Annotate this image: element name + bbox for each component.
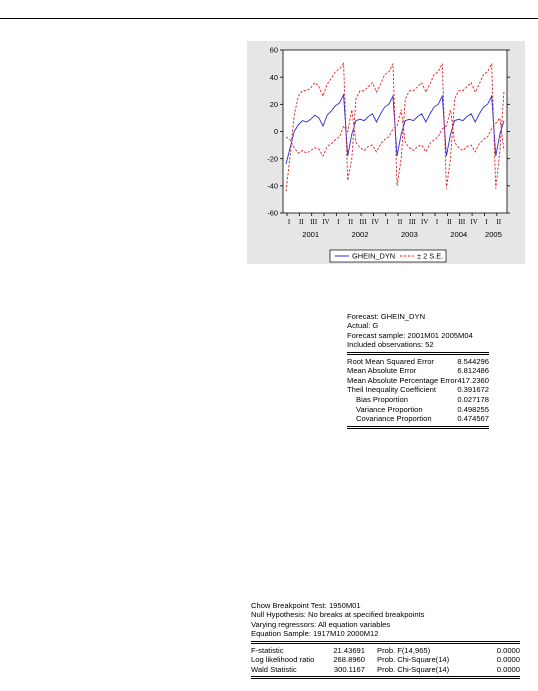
x-period-label: IV — [470, 218, 478, 226]
table-row — [347, 414, 489, 424]
forecast-header-line: Actual: G — [347, 321, 379, 331]
forecast-header-line: Forecast: GHEIN_DYN — [347, 312, 426, 321]
x-period-label: III — [310, 218, 318, 226]
table-row — [347, 376, 489, 386]
x-period-label: III — [408, 218, 416, 226]
stat-value: 0.027178 — [457, 394, 489, 404]
stat-label: Wald Statistic — [251, 664, 297, 674]
stat-value: 0.391672 — [457, 385, 489, 395]
x-year-label: 2005 — [484, 230, 502, 239]
y-tick-label: -60 — [267, 208, 278, 218]
x-period-label: I — [386, 218, 389, 226]
stat-value: 417.2360 — [457, 375, 489, 385]
prob-value: 0.0000 — [496, 645, 520, 655]
stat-value: 0.474567 — [457, 414, 489, 424]
table-row — [347, 357, 489, 367]
chow-test-output — [251, 601, 520, 681]
stat-label: Theil Inequality Coefficient — [347, 385, 436, 395]
forecast-header — [347, 312, 489, 350]
chow-header-line: Null Hypothesis: No breaks at specified breakpoints — [251, 610, 425, 620]
x-year-label: 2001 — [302, 230, 320, 239]
forecast-chart — [247, 41, 525, 264]
prob-label: Prob. F(14,965) — [377, 645, 431, 655]
table-row — [347, 385, 489, 395]
legend-label: GHEIN_DYN — [352, 251, 396, 261]
table-row — [347, 405, 489, 415]
y-tick-label: 20 — [269, 99, 278, 109]
chow-stats-table — [251, 646, 520, 675]
prob-label: Prob. Chi-Square(14) — [377, 655, 450, 665]
stat-value: 8.544296 — [457, 356, 489, 366]
legend-label: ± 2 S.E. — [417, 251, 444, 261]
x-period-label: III — [359, 218, 367, 226]
table-row — [251, 655, 520, 665]
stat-label: Mean Absolute Error — [347, 366, 417, 376]
x-year-label: 2003 — [400, 230, 418, 239]
x-period-label: IV — [322, 218, 330, 226]
stat-value: 300.1167 — [333, 664, 365, 674]
forecast-evaluation-output — [347, 312, 489, 431]
chow-header-line: Chow Breakpoint Test: 1950M01 — [251, 601, 361, 610]
forecast-stats-table — [347, 357, 489, 424]
x-period-label: I — [435, 218, 439, 226]
x-period-label: II — [348, 218, 354, 226]
forecast-header-line: Included observations: 52 — [347, 340, 434, 350]
page-header-rule — [0, 18, 538, 19]
stat-label: Mean Absolute Percentage Error — [347, 375, 458, 385]
y-tick-label: 60 — [269, 45, 278, 55]
table-top-rule — [347, 352, 489, 355]
stat-value: 268.8960 — [333, 655, 365, 665]
x-year-label: 2004 — [450, 230, 468, 239]
table-bottom-rule — [347, 426, 489, 429]
prob-value: 0.0000 — [496, 655, 520, 665]
prob-label: Prob. Chi-Square(14) — [377, 664, 450, 674]
y-tick-label: -40 — [267, 181, 278, 191]
x-period-label: IV — [371, 218, 380, 226]
chow-header-line: Varying regressors: All equation variables — [251, 619, 391, 629]
stat-label: Covariance Proportion — [356, 414, 432, 424]
x-period-label: II — [447, 218, 452, 226]
x-period-label: I — [287, 218, 291, 226]
stat-value: 0.498255 — [457, 404, 489, 414]
x-period-label: II — [299, 218, 304, 226]
y-tick-label: 0 — [273, 127, 278, 137]
table-row — [347, 366, 489, 376]
table-row — [347, 395, 489, 405]
x-year-label: 2002 — [351, 230, 369, 239]
table-bottom-rule — [251, 676, 520, 679]
x-period-label: I — [485, 218, 488, 226]
x-period-label: II — [397, 218, 403, 226]
prob-value: 0.0000 — [496, 664, 520, 674]
table-top-rule — [251, 641, 520, 644]
x-period-label: IV — [421, 218, 429, 226]
stat-label: Bias Proportion — [356, 394, 408, 404]
table-row — [251, 646, 520, 656]
forecast-header-line: Forecast sample: 2001M01 2005M04 — [347, 330, 473, 340]
stat-label: F-statistic — [251, 645, 284, 655]
chow-header-line: Equation Sample: 1917M10 2000M12 — [251, 629, 379, 639]
y-tick-label: -20 — [267, 154, 278, 164]
x-period-label: I — [337, 218, 340, 226]
x-period-label: II — [496, 218, 502, 226]
stat-value: 21.43691 — [333, 645, 365, 655]
table-row — [251, 665, 520, 675]
stat-label: Root Mean Squared Error — [347, 356, 434, 366]
x-period-label: III — [458, 218, 466, 226]
forecast-chart-panel — [247, 41, 525, 264]
stat-value: 6.812486 — [457, 366, 489, 376]
stat-label: Variance Proportion — [356, 404, 423, 414]
stat-label: Log likelihood ratio — [251, 655, 315, 665]
y-tick-label: 40 — [269, 72, 278, 82]
chow-header — [251, 601, 520, 639]
